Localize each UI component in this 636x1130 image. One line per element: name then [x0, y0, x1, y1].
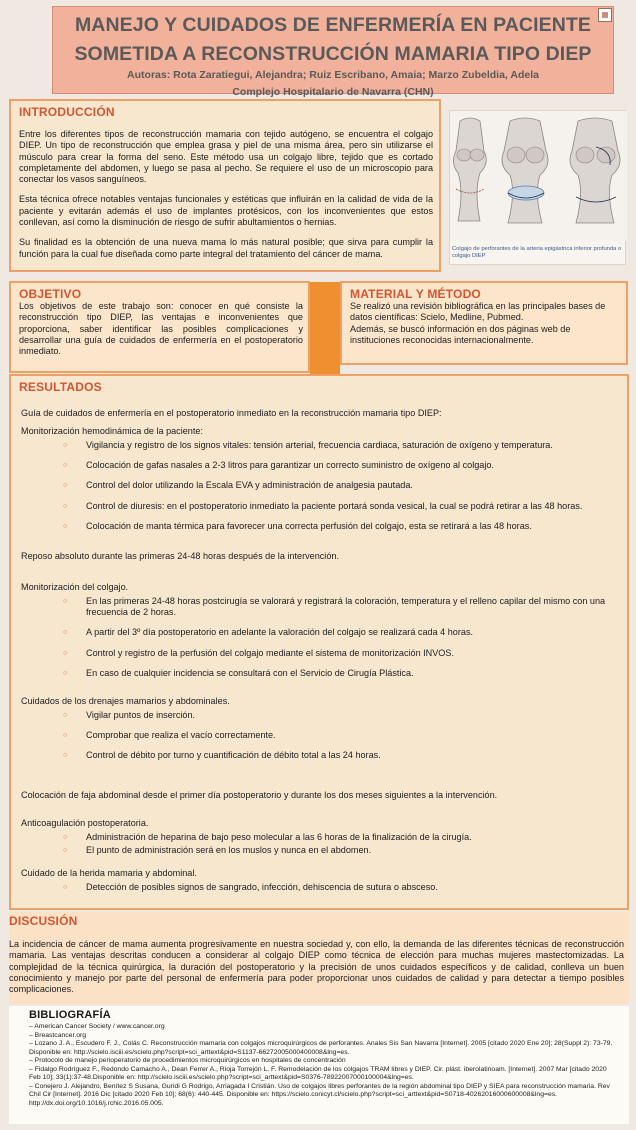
list-item [21, 501, 619, 512]
faja-text: Colocación de faja abdominal desde el primer día postoperatorio y durante los dos meses siguientes a la intervención. [21, 790, 498, 800]
intro-paragraph-3: Su finalidad es la obtención de una nueva mama lo más natural posible; que sirva para cumplir la función para la cual fue diseñada como parte integral del tratamiento del cáncer de mama. [19, 237, 433, 259]
list-item-text: Control del dolor utilizando la Escala EVA y administración de analgesia pautada. [86, 480, 413, 491]
list-item [21, 845, 619, 856]
list-item [21, 882, 619, 893]
diep-figure [449, 110, 626, 265]
list-item-text: Vigilancia y registro de los signos vitales: tensión arterial, frecuencia cardiaca, saturación de oxígeno y temperatura. [86, 440, 553, 450]
reference-item: – Conejero J. Alejandro, Benítez S Susana, Guridi G Rodrigo, Arriagada I Cristián. Uso de colgajos libres perforantes de la región abdominal tipo DIEP y SIEA para reconstrucción mamaria. Rev Chil Cir [Internet]. 2016 Dic [citado 2020 Feb 10]; 68(6): 440-445. Disponible en: https://scielo.conicyt.cl/scielo.php?script=sci_arttext&pid=S0718-40262016000600008&lng=es. http://dx.doi.org/10.1016/j.rchic.2016.05.005. [29, 1082, 610, 1107]
list-item-text: En caso de cualquier incidencia se consultará con el Servicio de Cirugía Plástica. [86, 667, 414, 678]
bullet-icon: ○ [63, 649, 68, 657]
bullet-icon: ○ [63, 442, 68, 449]
section-introduccion [9, 99, 441, 272]
section-discusion [9, 912, 629, 1004]
group-hemodinamica [21, 426, 619, 541]
authors-line: Autoras: Rota Zaratiegui, Alejandra; Ruiz Escribano, Amaia; Marzo Zubeldia, Adela [127, 69, 539, 81]
group-title: Anticoagulación postoperatoria. [21, 818, 149, 828]
section-resultados [9, 374, 629, 910]
reference-item: – Protocolo de manejo perioperatorio de procedimientos microquirúrgicos en hospitales de concentración [29, 1057, 346, 1064]
bullet-icon: ○ [63, 482, 68, 490]
divider-bar [310, 282, 340, 374]
list-item-text: Vigilar puntos de inserción. [86, 710, 196, 720]
list-item-text: Detección de posibles signos de sangrado, infección, dehiscencia de sutura o absceso. [86, 882, 438, 892]
torso-illustration-icon [450, 111, 627, 241]
section-bibliografia [9, 1006, 629, 1124]
institution-line: Complejo Hospitalario de Navarra (CHN) [232, 86, 434, 98]
list-item [21, 648, 619, 659]
item-list [21, 440, 619, 532]
list-item [21, 460, 619, 471]
reference-item: – Lozano J. A., Escudero F. J., Colás C. Reconstrucción mamaria con colgajos microquirúrgicos de perforantes. Anales Sis San Navarra [Internet]. 2005 [citado 2020 Ene 20]; 28(Suppl 2): 73-79. Disponible en: http://scielo.isciii.es/scielo.php?script=sci_arttext&pid=S1137-66272005000400008&lng=es. [29, 1040, 613, 1056]
group-title: Monitorización hemodinámica de la paciente: [21, 426, 203, 436]
list-item-text: Colocación de gafas nasales a 2-3 litros para garantizar un correcto suministro de oxígeno al colgajo. [86, 460, 494, 471]
list-item [21, 596, 619, 618]
heading-bibliografia: BIBLIOGRAFÍA [29, 1009, 111, 1021]
bullet-icon: ○ [63, 752, 68, 760]
list-item [21, 480, 619, 491]
objetivo-text: Los objetivos de este trabajo son: conocer en qué consiste la reconstrucción tipo DIEP, las ventajas e inconvenientes que proporciona, saber identificar las posibles complicaciones y desarrollar una guía de cuidados de enfermería en el postoperatorio inmediato. [19, 301, 303, 357]
poster-title-line1: MANEJO Y CUIDADOS DE ENFERMERÍA EN PACIENTE [74, 14, 592, 36]
list-item-text: Administración de heparina de bajo peso molecular a las 6 horas de la finalización de la cirugía. [86, 832, 472, 842]
group-colgajo [21, 582, 619, 688]
group-anticoagulacion [21, 818, 619, 858]
list-item-text: Control de débito por turno y cuantificación de débito total a las 24 horas. [86, 750, 381, 761]
list-item-text: Colocación de manta térmica para favorecer una correcta perfusión del colgajo, esta se retirará a las 48 horas. [86, 520, 532, 531]
item-list [21, 596, 619, 679]
list-item [21, 668, 619, 679]
group-title: Cuidados de los drenajes mamarios y abdominales. [21, 696, 230, 706]
list-item-text: Comprobar que realiza el vacío correctamente. [86, 730, 276, 741]
intro-paragraph-1: Entre los diferentes tipos de reconstrucción mamaria con tejido autógeno, se encuentra el colgajo DIEP. Un tipo de reconstrucción que emplea grasa y piel de una misma área, pero sin utilizarse el músculo para crear la forma del seno. Este método usa un colgajo libre, tejido que es cortado completamente del abdomen, y luego se pasa al pecho. Se requiere el uso de un microscopio para conectar los vasos sanguíneos. [19, 129, 433, 185]
references-list [29, 1023, 619, 1108]
intro-body [19, 129, 433, 269]
item-list [21, 832, 619, 856]
bullet-icon: ○ [63, 502, 68, 510]
list-item [21, 832, 619, 843]
heading-introduccion: INTRODUCCIÓN [19, 105, 115, 119]
heading-objetivo: OBJETIVO [19, 287, 82, 301]
section-material-metodo [340, 281, 628, 365]
bullet-icon: ○ [63, 598, 68, 605]
poster-title-line2: SOMETIDA A RECONSTRUCCIÓN MAMARIA TIPO DIEP [74, 43, 592, 65]
list-item [21, 521, 619, 532]
list-item [21, 627, 619, 638]
list-item-text: Control y registro de la perfusión del colgajo mediante el sistema de monitorización INVOS. [86, 647, 454, 658]
title-block [52, 6, 614, 98]
material-line-2: Además, se buscó información en dos páginas web de instituciones reconocidas internacionalmente. [350, 323, 571, 345]
material-body [350, 301, 620, 346]
section-objetivo [9, 281, 310, 373]
group-title: Cuidado de la herida mamaria y abdominal. [21, 868, 197, 878]
heading-material-metodo: MATERIAL Y MÉTODO [350, 287, 481, 301]
item-list [21, 710, 619, 762]
bullet-icon: ○ [63, 669, 68, 677]
material-line-1: Se realizó una revisión bibliográfica en las principales bases de datos científicas: Scielo, Medline, Pubmed. [350, 301, 606, 323]
list-item [21, 440, 619, 451]
resultados-intro: Guía de cuidados de enfermería en el postoperatorio inmediato en la reconstrucción mamaria tipo DIEP: [21, 408, 442, 418]
list-item-text: A partir del 3º día postoperatorio en adelante la valoración del colgajo se realizará cada 4 horas. [86, 627, 474, 638]
bullet-icon: ○ [63, 712, 68, 719]
list-item-text: El punto de administración será en los muslos y nunca en el abdomen. [86, 845, 372, 856]
bullet-icon: ○ [63, 834, 68, 841]
bullet-icon: ○ [63, 522, 68, 530]
bullet-icon: ○ [63, 847, 68, 855]
list-item [21, 710, 619, 721]
reposo-text: Reposo absoluto durante las primeras 24-48 horas después de la intervención. [21, 551, 339, 561]
list-item-text: En las primeras 24-48 horas postcirugía se valorará y registrará la coloración, temperatura y el relleno capilar del mismo con una frecuencia de 2 horas. [86, 596, 606, 618]
group-herida [21, 868, 619, 895]
intro-paragraph-2: Esta técnica ofrece notables ventajas funcionales y estéticas que influirán en la calidad de vida de la paciente y evitarán además el uso de implantes protésicos, con los inconvenientes que estos conllevan, así como la disminución de riesgo de sufrir abultamientos o hernias. [19, 194, 433, 228]
heading-resultados: RESULTADOS [19, 380, 102, 394]
reference-item: – Fidalgo Rodríguez F., Redondo Camacho A., Dean Ferrer A., Rioja Torrejón L. F. Remodelación de los colgajos TRAM libres y DIEP. Cir. plást. iberolatinoam. [Internet]. 2007 Mar [citado 2020 Feb 10]; 33(1):37-48.Disponible en: http://scielo.isciii.es/scielo.php?script=sci_arttext&pid=S0376-78922007000100004&lng=es. [29, 1065, 607, 1081]
list-item [21, 750, 619, 761]
item-list [21, 882, 619, 893]
bullet-icon: ○ [63, 884, 68, 891]
list-item [21, 730, 619, 741]
list-item-text: Control de diuresis: en el postoperatorio inmediato la paciente portará sonda vesical, la cual se podrá retirar a las 48 horas. [86, 500, 583, 511]
bullet-icon: ○ [63, 629, 68, 637]
bullet-icon: ○ [63, 462, 68, 470]
heading-discusion: DISCUSIÓN [9, 914, 78, 928]
discusion-text: La incidencia de cáncer de mama aumenta progresivamente en nuestra sociedad y, con ello, la demanda de las diferentes técnicas de reconstrucción mamaria. Las ventajas descritas conducen a considerar al colgajo DIEP como técnica de elección para muchas mujeres mastectomizadas. La complejidad de la técnica quirúrgica, la duración del postoperatorio y la precisión de unos cuidados específicos y de calidad, conlleva un buen conocimiento y manejo por parte del personal de enfermería para poder proporcionar unos cuidados de calidad y para detectar a tiempo posibles complicaciones. [9, 939, 624, 995]
reference-item: – American Cancer Society / www.cancer.org [29, 1023, 165, 1030]
figure-caption: Colgajo de perforantes de la arteria epigástrica inferior profunda o colgajo DIEP [452, 246, 622, 259]
institution-logo-icon [598, 8, 612, 22]
group-drenajes [21, 696, 619, 771]
bullet-icon: ○ [63, 732, 68, 740]
reference-item: – Breastcancer.org [29, 1031, 87, 1039]
group-title: Monitorización del colgajo. [21, 582, 129, 592]
